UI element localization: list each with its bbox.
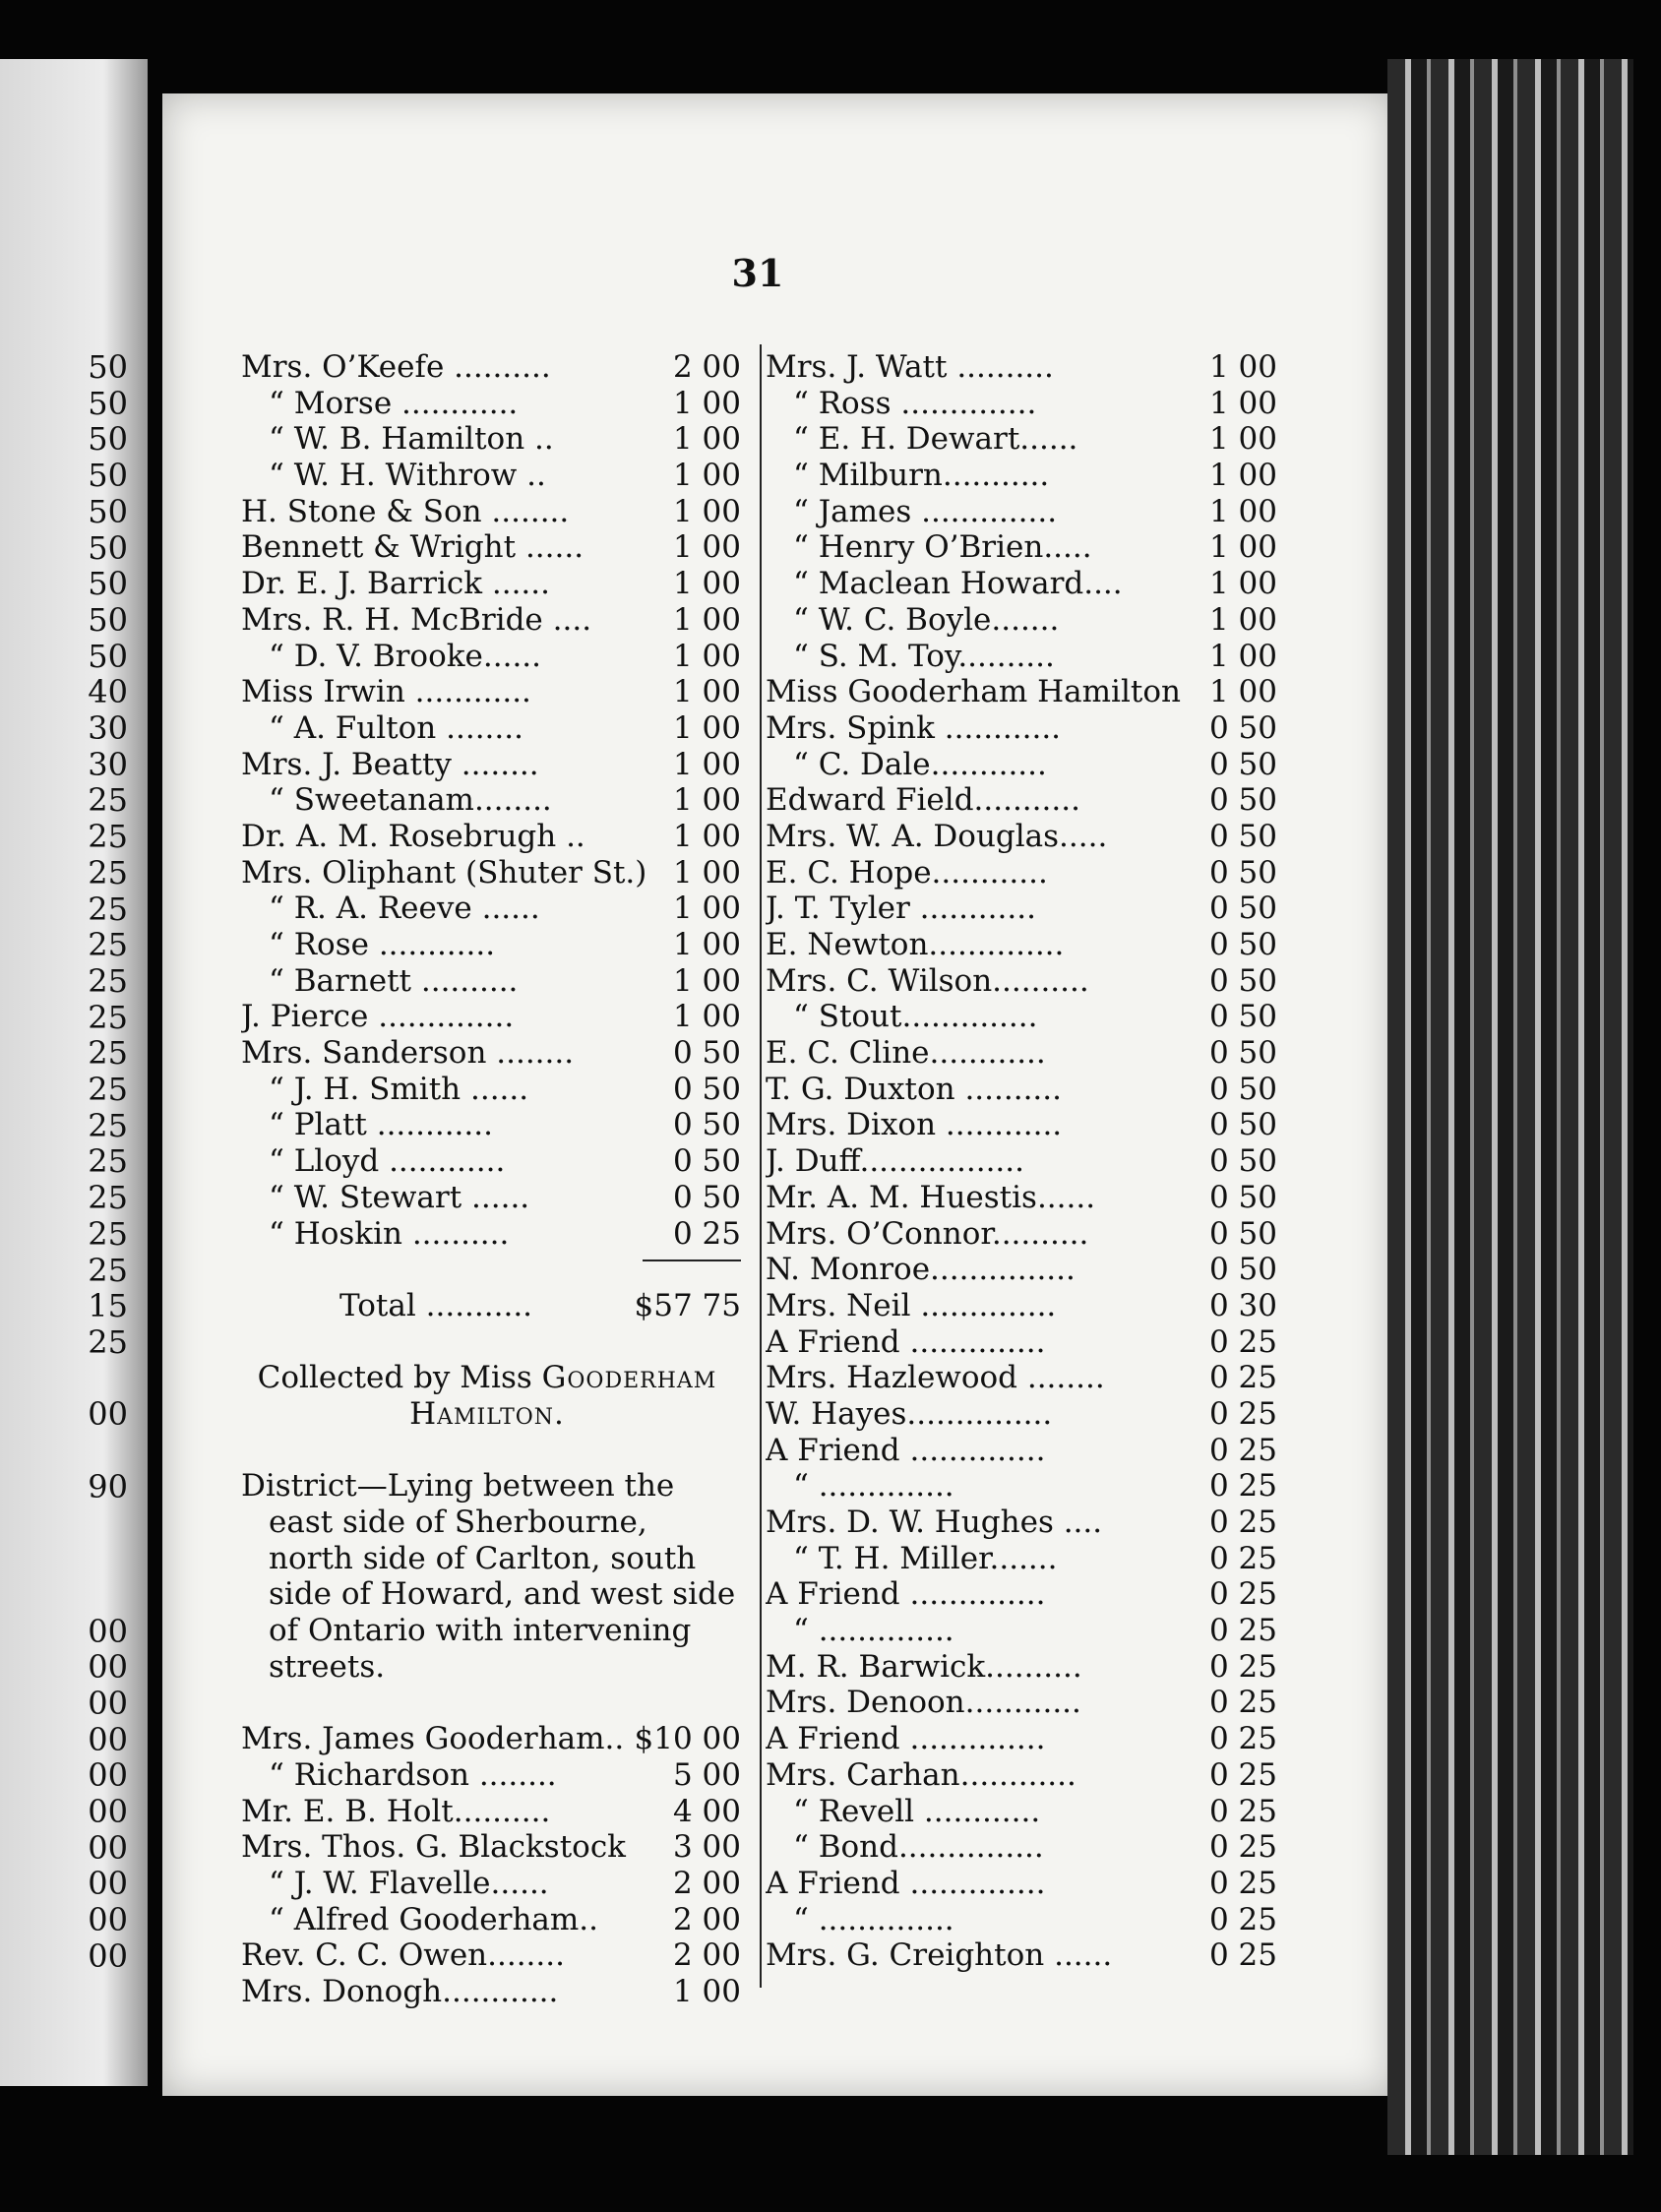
contribution-amount: 1 00	[672, 421, 741, 458]
previous-page-amount: 50	[88, 348, 128, 386]
total-row	[241, 1288, 741, 1324]
previous-page-amount: 25	[88, 1214, 128, 1253]
contribution-amount: 1 00	[672, 385, 741, 421]
contributor-name: “ James ..............	[793, 493, 1058, 529]
previous-page-amount: 00	[88, 1756, 128, 1795]
list-item	[766, 1072, 1277, 1108]
list-item	[766, 602, 1277, 639]
contributor-name: “ J. H. Smith ......	[269, 1071, 529, 1107]
previous-page-amount: 15	[88, 1287, 128, 1325]
list-item	[241, 1143, 741, 1180]
contribution-amount: 2 00	[672, 1901, 741, 1937]
list-item	[766, 1468, 1277, 1505]
contributor-name: “ J. W. Flavelle......	[269, 1866, 549, 1901]
previous-page-amount: 30	[88, 709, 128, 747]
contribution-amount: 1 00	[1208, 349, 1277, 385]
contributor-name: “ Sweetanam........	[269, 782, 552, 819]
contribution-amount: 0 50	[1208, 818, 1277, 854]
total-rule	[241, 1252, 741, 1288]
contributor-name: A Friend ..............	[766, 1323, 1046, 1360]
contribution-amount: 1 00	[1208, 529, 1277, 566]
list-item	[241, 421, 741, 458]
contribution-amount: 0 25	[1208, 1937, 1277, 1974]
previous-page-amount: 50	[88, 528, 128, 567]
contribution-amount: 1 00	[672, 854, 741, 891]
list-item	[241, 1107, 741, 1143]
contributor-name: Mrs. Spink ............	[766, 709, 1062, 746]
list-item	[766, 1035, 1277, 1072]
contribution-amount: 0 25	[1208, 1613, 1277, 1649]
contribution-amount: 2 00	[672, 1937, 741, 1974]
previous-page-amount: 00	[88, 1648, 128, 1687]
contributor-name: “ ..............	[793, 1468, 954, 1505]
previous-page-amount: 25	[88, 961, 128, 1000]
contribution-amount: 1 00	[672, 638, 741, 674]
contributor-name: T. G. Duxton ..........	[766, 1071, 1062, 1107]
contributor-name: Mrs. Hazlewood ........	[766, 1360, 1105, 1396]
contribution-amount: 1 00	[672, 601, 741, 638]
contribution-amount: 0 50	[1208, 927, 1277, 962]
list-item	[766, 891, 1277, 927]
contributor-name: “ W. Stewart ......	[269, 1179, 530, 1215]
list-item	[241, 602, 741, 639]
contributor-name: Mrs. O’Connor..........	[766, 1215, 1089, 1252]
list-item	[241, 782, 741, 819]
contributor-name: Mrs. C. Wilson..........	[766, 962, 1089, 999]
contribution-amount: 2 00	[672, 1866, 741, 1901]
list-item	[766, 710, 1277, 747]
list-item	[766, 1794, 1277, 1830]
list-item	[766, 1505, 1277, 1541]
collector-last-name: Hamilton.	[409, 1395, 565, 1432]
contributor-name: “ D. V. Brooke......	[269, 638, 542, 674]
contributor-name: Mrs. J. Watt ..........	[766, 349, 1054, 385]
contribution-amount: 0 50	[1208, 891, 1277, 927]
contributor-name: Mrs. Oliphant (Shuter St.)	[241, 854, 647, 891]
contributor-name: A Friend ..............	[766, 1721, 1046, 1757]
list-item	[241, 386, 741, 422]
previous-page-amount: 25	[88, 818, 128, 856]
list-item	[766, 639, 1277, 675]
previous-page-amount: 50	[88, 420, 128, 459]
column-divider	[760, 344, 762, 1988]
contributor-name: “ S. M. Toy..........	[793, 638, 1055, 674]
contribution-amount: 0 50	[672, 1143, 741, 1180]
contributor-name: “ Barnett ..........	[269, 962, 519, 999]
contributor-name: H. Stone & Son ........	[241, 493, 570, 529]
list-item	[766, 1937, 1277, 1974]
previous-page-amount: 00	[88, 1612, 128, 1650]
previous-page-amount: 50	[88, 457, 128, 495]
contribution-amount: 0 25	[1208, 1721, 1277, 1757]
contributor-name: J. Duff.................	[766, 1143, 1024, 1180]
contributor-name: “ Maclean Howard....	[793, 566, 1123, 602]
contribution-amount: 2 00	[672, 349, 741, 385]
contribution-amount: 0 50	[1208, 1143, 1277, 1180]
previous-page-amount: 25	[88, 1106, 128, 1144]
list-item	[241, 674, 741, 710]
contribution-amount: 0 25	[1208, 1576, 1277, 1613]
list-item	[766, 494, 1277, 530]
contribution-amount: 0 50	[672, 1071, 741, 1107]
list-item	[766, 386, 1277, 422]
contributor-name: “ Morse ............	[269, 385, 519, 421]
contribution-amount: 0 50	[672, 1035, 741, 1072]
contribution-amount: 1 00	[1208, 385, 1277, 421]
contribution-amount: 0 50	[1208, 1252, 1277, 1288]
contributor-name: Miss Gooderham Hamilton	[766, 674, 1181, 710]
contribution-amount: 0 25	[1208, 1756, 1277, 1793]
previous-page-amount: 30	[88, 745, 128, 783]
list-item	[766, 855, 1277, 891]
previous-page-amount: 00	[88, 1828, 128, 1867]
contributor-name: “ Ross ..............	[793, 385, 1037, 421]
contributor-name: “ Richardson ........	[269, 1756, 557, 1793]
contributor-name: “ W. H. Withrow ..	[269, 458, 546, 494]
contributor-name: Mrs. Carhan............	[766, 1756, 1077, 1793]
list-item	[766, 1829, 1277, 1866]
page-number: 31	[731, 251, 784, 295]
contributor-name: J. T. Tyler ............	[766, 891, 1036, 927]
contribution-amount: 1 00	[1208, 458, 1277, 494]
list-item	[766, 1757, 1277, 1794]
list-item	[241, 1829, 741, 1866]
contribution-amount: 1 00	[672, 566, 741, 602]
contribution-amount: 1 00	[672, 891, 741, 927]
contributor-name: E. Newton..............	[766, 927, 1065, 962]
list-item	[766, 529, 1277, 566]
contributor-name: A Friend ..............	[766, 1576, 1046, 1613]
list-item	[241, 1035, 741, 1072]
contributor-name: “ Lloyd ............	[269, 1143, 506, 1180]
contributor-name: “ C. Dale............	[793, 746, 1047, 782]
previous-page-amount: 50	[88, 600, 128, 639]
list-item	[241, 1937, 741, 1974]
list-item	[241, 963, 741, 1000]
contributor-name: “ Henry O’Brien.....	[793, 529, 1092, 566]
contributor-name: “ W. C. Boyle.......	[793, 601, 1060, 638]
contribution-amount: 1 00	[1208, 638, 1277, 674]
contributor-name: “ W. B. Hamilton ..	[269, 421, 554, 458]
contribution-amount: 0 50	[1208, 1071, 1277, 1107]
contributor-name: “ E. H. Dewart......	[793, 421, 1078, 458]
list-item	[241, 1974, 741, 2010]
list-item	[241, 529, 741, 566]
district-description: District—Lying between the east side of Sherbourne, north side of Carlton, south side of Howard, and west side of Ontario with intervening streets.	[241, 1468, 736, 1685]
list-item	[766, 1866, 1277, 1902]
contribution-amount: 1 00	[672, 493, 741, 529]
contribution-amount: 0 25	[1208, 1468, 1277, 1505]
list-item	[766, 674, 1277, 710]
contributor-name: N. Monroe...............	[766, 1252, 1076, 1288]
left-entries-list	[241, 349, 741, 1252]
list-item	[766, 1902, 1277, 1938]
list-item	[766, 1324, 1277, 1361]
contribution-amount: 1 00	[672, 818, 741, 854]
list-item	[766, 1721, 1277, 1757]
contribution-amount: 0 50	[1208, 999, 1277, 1035]
previous-page-edge	[0, 59, 148, 2086]
total-label: Total ...........	[339, 1287, 533, 1323]
previous-page-amount: 50	[88, 384, 128, 422]
contribution-amount: 0 50	[1208, 709, 1277, 746]
list-item	[766, 1576, 1277, 1613]
previous-page-amount: 25	[88, 1251, 128, 1289]
contributor-name: Mrs. W. A. Douglas.....	[766, 818, 1108, 854]
list-item	[766, 1252, 1277, 1288]
list-item	[766, 782, 1277, 819]
list-item	[241, 819, 741, 855]
list-item	[766, 1143, 1277, 1180]
contribution-amount: 0 25	[1208, 1505, 1277, 1540]
list-item	[241, 710, 741, 747]
previous-page-amount: 50	[88, 637, 128, 675]
list-item	[241, 1757, 741, 1794]
previous-page-amount: 00	[88, 1865, 128, 1903]
previous-page-amount: 00	[88, 1793, 128, 1830]
contributor-name: “ Rose ............	[269, 927, 496, 962]
contribution-amount: 0 50	[672, 1107, 741, 1143]
list-item	[241, 855, 741, 891]
contributor-name: Mr. A. M. Huestis......	[766, 1179, 1096, 1215]
left-entries-list-2	[241, 1721, 741, 2010]
list-item	[766, 1396, 1277, 1433]
previous-page-amount: 25	[88, 926, 128, 964]
contribution-amount: 5 00	[672, 1756, 741, 1793]
previous-page-amount: 00	[88, 1684, 128, 1722]
collected-by-heading	[241, 1360, 741, 1432]
contribution-amount: 0 25	[1208, 1901, 1277, 1937]
contributor-name: “ Bond...............	[793, 1829, 1044, 1866]
contributor-name: Mrs. R. H. McBride ....	[241, 601, 592, 638]
contributor-name: “ Hoskin ..........	[269, 1215, 510, 1252]
list-item	[766, 747, 1277, 783]
previous-page-amount: 25	[88, 1071, 128, 1108]
contribution-amount: 1 00	[672, 674, 741, 710]
contribution-amount: 3 00	[672, 1829, 741, 1866]
list-item	[766, 1180, 1277, 1216]
previous-page-amount: 25	[88, 890, 128, 928]
contribution-amount: 0 50	[1208, 746, 1277, 782]
list-item	[241, 494, 741, 530]
contribution-amount: 1 00	[672, 1974, 741, 2010]
contribution-amount: 1 00	[1208, 566, 1277, 602]
book-page-edges	[1387, 59, 1633, 2155]
list-item	[241, 349, 741, 386]
contribution-amount: 4 00	[672, 1793, 741, 1829]
list-item	[766, 819, 1277, 855]
total-amount: $57 75	[634, 1287, 741, 1323]
contribution-amount: 1 00	[672, 999, 741, 1035]
previous-page-amount: 50	[88, 565, 128, 603]
list-item	[241, 1902, 741, 1938]
contributor-name: Mrs. G. Creighton ......	[766, 1937, 1113, 1974]
contributor-name: Mrs. Dixon ............	[766, 1107, 1063, 1143]
contribution-amount: 1 00	[672, 709, 741, 746]
contributor-name: “ R. A. Reeve ......	[269, 891, 540, 927]
contributor-name: “ Platt ............	[269, 1107, 493, 1143]
contributor-name: E. C. Hope............	[766, 854, 1048, 891]
previous-page-amount: 25	[88, 998, 128, 1036]
previous-page-amount: 90	[88, 1467, 128, 1505]
contributor-name: Mrs. J. Beatty ........	[241, 746, 539, 782]
previous-page-amount: 00	[88, 1901, 128, 1939]
contribution-amount: 0 25	[1208, 1432, 1277, 1468]
contribution-amount: 0 50	[1208, 782, 1277, 819]
contribution-amount: 0 50	[1208, 1215, 1277, 1252]
list-item	[766, 1649, 1277, 1686]
list-item	[241, 639, 741, 675]
contribution-amount: 0 25	[1208, 1793, 1277, 1829]
contribution-amount: 0 25	[1208, 1323, 1277, 1360]
list-item	[766, 1288, 1277, 1324]
list-item	[766, 927, 1277, 963]
list-item	[241, 1794, 741, 1830]
contributor-name: Mrs. Thos. G. Blackstock	[241, 1829, 626, 1866]
contributor-name: “ Revell ............	[793, 1793, 1041, 1829]
list-item	[766, 1541, 1277, 1577]
contributor-name: Miss Irwin ............	[241, 674, 531, 710]
right-entries-list	[766, 349, 1277, 1974]
contributor-name: E. C. Cline............	[766, 1035, 1046, 1072]
contributor-name: Mrs. Denoon............	[766, 1685, 1081, 1721]
list-item	[241, 566, 741, 602]
contributor-name: Rev. C. C. Owen........	[241, 1937, 565, 1974]
contribution-amount: 0 25	[1208, 1648, 1277, 1685]
previous-page-amount: 25	[88, 781, 128, 820]
contribution-amount: 0 25	[1208, 1395, 1277, 1432]
contribution-amount: 0 50	[1208, 1107, 1277, 1143]
previous-page-amount: 25	[88, 1142, 128, 1181]
contribution-amount: 1 00	[672, 962, 741, 999]
previous-page-amount: 40	[88, 673, 128, 711]
contributor-name: Mr. E. B. Holt..........	[241, 1793, 551, 1829]
previous-page-amount: 25	[88, 1034, 128, 1073]
contribution-amount: 0 25	[1208, 1685, 1277, 1721]
list-item	[766, 458, 1277, 494]
previous-page-amount: 00	[88, 1720, 128, 1758]
contribution-amount: 1 00	[672, 782, 741, 819]
contributor-name: Edward Field...........	[766, 782, 1080, 819]
list-item	[766, 1107, 1277, 1143]
list-item	[241, 1216, 741, 1253]
previous-page-amount: 50	[88, 492, 128, 530]
contributor-name: Mrs. D. W. Hughes ....	[766, 1505, 1103, 1540]
contribution-amount: 0 25	[1208, 1829, 1277, 1866]
list-item	[241, 747, 741, 783]
contribution-amount: 1 00	[1208, 674, 1277, 710]
contribution-amount: 1 00	[672, 458, 741, 494]
contributor-name: W. Hayes...............	[766, 1395, 1053, 1432]
contributor-name: “ Alfred Gooderham..	[269, 1901, 598, 1937]
contributor-name: “ A. Fulton ........	[269, 709, 523, 746]
contributor-name: “ T. H. Miller.......	[793, 1540, 1058, 1576]
right-column	[766, 349, 1277, 1974]
contribution-amount: 1 00	[672, 746, 741, 782]
contribution-amount: 0 25	[672, 1215, 741, 1252]
list-item	[241, 927, 741, 963]
contribution-amount: 1 00	[672, 927, 741, 962]
contribution-amount: 1 00	[1208, 601, 1277, 638]
list-item	[241, 1180, 741, 1216]
list-item	[241, 1721, 741, 1757]
contributor-name: “ ..............	[793, 1613, 954, 1649]
list-item	[766, 999, 1277, 1035]
contribution-amount: 1 00	[672, 529, 741, 566]
previous-page-amount: 25	[88, 853, 128, 891]
contributor-name: A Friend ..............	[766, 1432, 1046, 1468]
list-item	[766, 1613, 1277, 1649]
contributor-name: “ ..............	[793, 1901, 954, 1937]
contributor-name: Mrs. Donogh............	[241, 1974, 559, 2010]
contributor-name: “ Milburn...........	[793, 458, 1050, 494]
contribution-amount: 0 25	[1208, 1540, 1277, 1576]
contribution-amount: 0 50	[1208, 1035, 1277, 1072]
contributor-name: A Friend ..............	[766, 1865, 1046, 1901]
previous-page-amount: 00	[88, 1395, 128, 1434]
contribution-amount: 0 25	[1208, 1360, 1277, 1396]
contribution-amount: 1 00	[1208, 493, 1277, 529]
contribution-amount: $10 00	[634, 1721, 741, 1757]
list-item	[766, 963, 1277, 1000]
list-item	[766, 566, 1277, 602]
list-item	[766, 1216, 1277, 1253]
contributor-name: Dr. E. J. Barrick ......	[241, 566, 550, 602]
previous-page-amount: 25	[88, 1179, 128, 1217]
left-column	[241, 349, 741, 2010]
contribution-amount: 0 30	[1208, 1287, 1277, 1323]
collector-first-name: Gooderham	[541, 1360, 717, 1396]
contribution-amount: 1 00	[1208, 421, 1277, 458]
list-item	[241, 891, 741, 927]
contributor-name: Mrs. Neil ..............	[766, 1287, 1057, 1323]
list-item	[241, 999, 741, 1035]
contributor-name: M. R. Barwick..........	[766, 1648, 1082, 1685]
previous-page-amount: 00	[88, 1936, 128, 1975]
contribution-amount: 0 50	[672, 1179, 741, 1215]
contribution-amount: 0 50	[1208, 962, 1277, 999]
list-item	[241, 1866, 741, 1902]
contributor-name: Mrs. O’Keefe ..........	[241, 349, 551, 385]
list-item	[766, 1685, 1277, 1721]
contributor-name: Mrs. James Gooderham..	[241, 1721, 625, 1757]
contribution-amount: 0 50	[1208, 854, 1277, 891]
collected-by-text: Collected by Miss	[257, 1360, 532, 1396]
contributor-name: J. Pierce ..............	[241, 999, 515, 1035]
list-item	[766, 1360, 1277, 1396]
contributor-name: “ Stout..............	[793, 999, 1038, 1035]
contributor-name: Bennett & Wright ......	[241, 529, 584, 566]
list-item	[241, 458, 741, 494]
previous-page-amount: 25	[88, 1322, 128, 1361]
contributor-name: Mrs. Sanderson ........	[241, 1035, 575, 1072]
contribution-amount: 0 50	[1208, 1179, 1277, 1215]
list-item	[766, 421, 1277, 458]
contribution-amount: 0 25	[1208, 1865, 1277, 1901]
list-item	[766, 1433, 1277, 1469]
list-item	[766, 349, 1277, 386]
contributor-name: Dr. A. M. Rosebrugh ..	[241, 818, 585, 854]
list-item	[241, 1072, 741, 1108]
